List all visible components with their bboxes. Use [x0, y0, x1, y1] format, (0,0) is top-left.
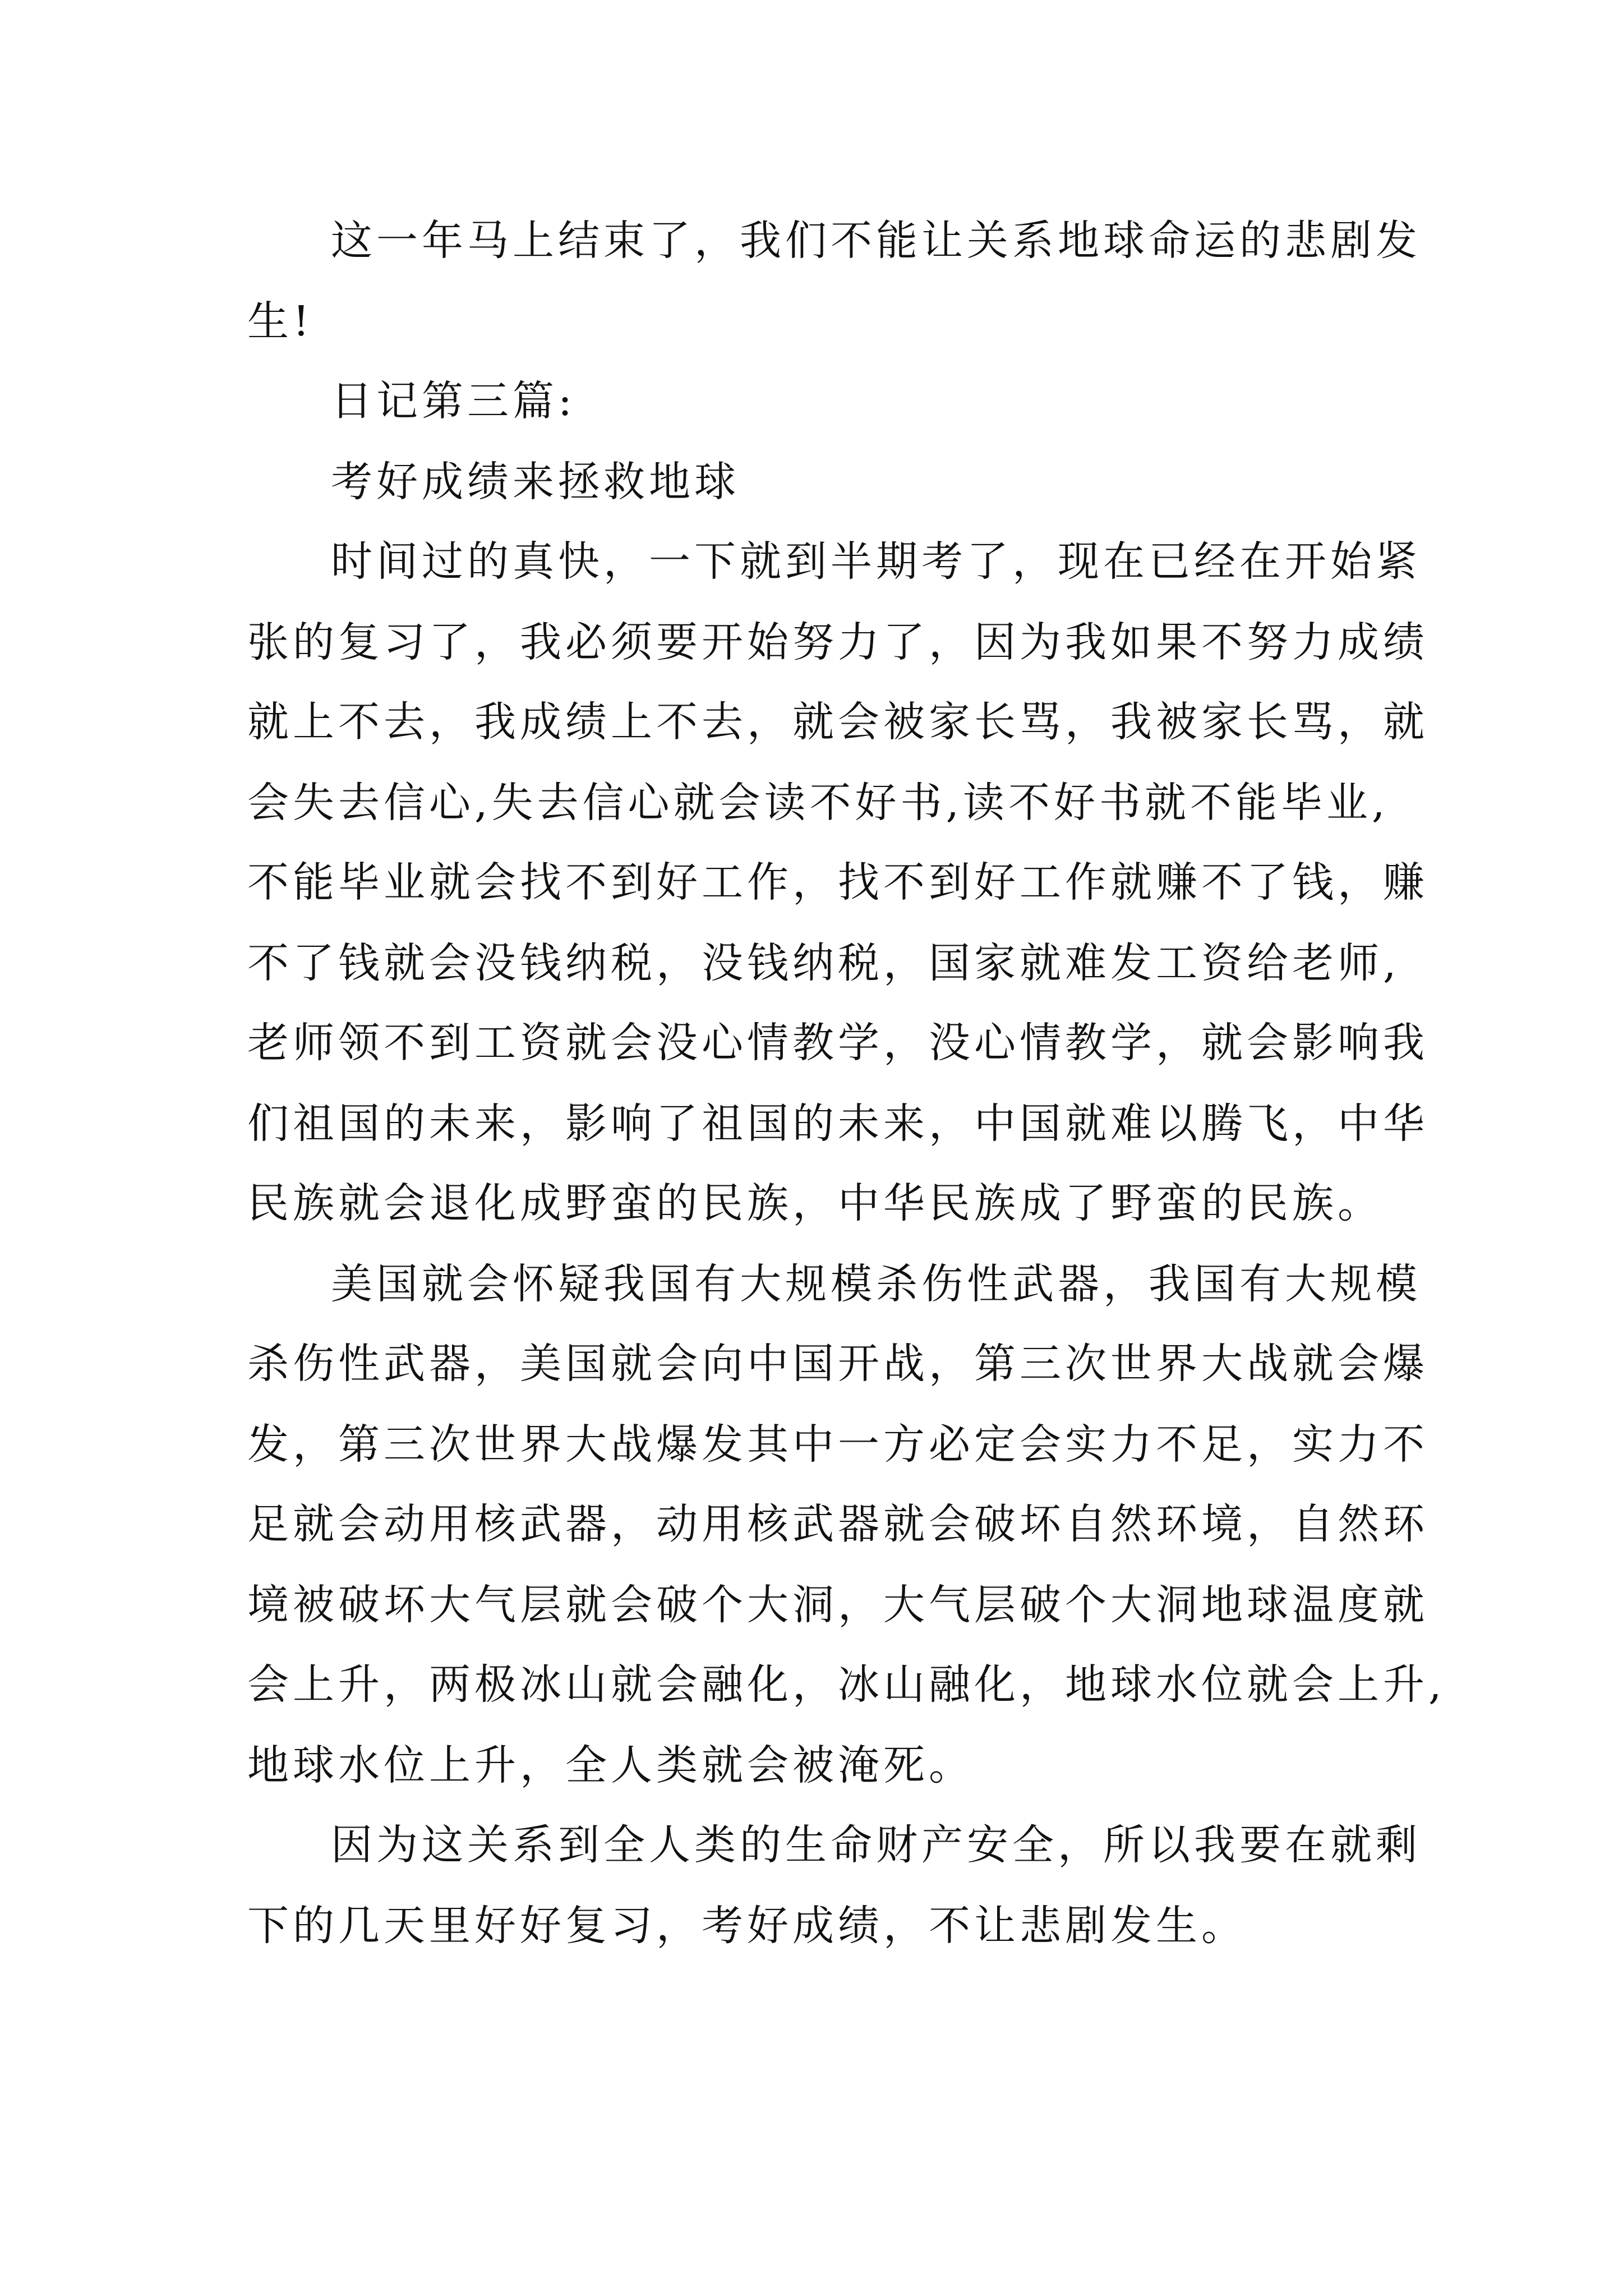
paragraph-0-line-1: 生! [247, 297, 313, 346]
paragraph-3-line-5: 不了钱就会没钱纳税，没钱纳税，国家就难发工资给老师, [247, 939, 1400, 987]
paragraph-3-line-3: 会失去信心,失去信心就会读不好书,读不好书就不能毕业, [247, 779, 1389, 827]
paragraph-4-line-3: 足就会动用核武器，动用核武器就会破坏自然环境，自然环 [247, 1500, 1428, 1548]
paragraph-5-line-0: 因为这关系到全人类的生命财产安全，所以我要在就剩 [331, 1821, 1421, 1869]
paragraph-4-line-0: 美国就会怀疑我国有大规模杀伤性武器，我国有大规模 [331, 1260, 1421, 1308]
paragraph-3-line-0: 时间过的真快，一下就到半期考了，现在已经在开始紧 [331, 537, 1421, 586]
paragraph-3-line-7: 们祖国的未来，影响了祖国的未来，中国就难以腾飞，中华 [247, 1099, 1428, 1148]
diary-section-heading: 日记第三篇: [331, 377, 576, 425]
paragraph-4-line-2: 发，第三次世界大战爆发其中一方必定会实力不足，实力不 [247, 1420, 1428, 1469]
paragraph-4-line-1: 杀伤性武器，美国就会向中国开战，第三次世界大战就会爆 [247, 1340, 1428, 1388]
paragraph-0-line-0: 这一年马上结束了，我们不能让关系地球命运的悲剧发 [331, 217, 1421, 265]
paragraph-3-line-6: 老师领不到工资就会没心情教学，没心情教学，就会影响我 [247, 1019, 1428, 1067]
paragraph-3-line-1: 张的复习了，我必须要开始努力了，因为我如果不努力成绩 [247, 618, 1428, 666]
paragraph-5-line-1: 下的几天里好好复习，考好成绩，不让悲剧发生。 [247, 1902, 1247, 1950]
paragraph-3-line-2: 就上不去，我成绩上不去，就会被家长骂，我被家长骂，就 [247, 698, 1428, 746]
paragraph-3-line-8: 民族就会退化成野蛮的民族，中华民族成了野蛮的民族。 [247, 1179, 1383, 1227]
diary-title: 考好成绩来拯救地球 [331, 458, 740, 506]
paragraph-3-line-4: 不能毕业就会找不到好工作，找不到好工作就赚不了钱，赚 [247, 858, 1428, 907]
paragraph-4-line-4: 境被破坏大气层就会破个大洞，大气层破个大洞地球温度就 [247, 1581, 1428, 1629]
paragraph-4-line-5: 会上升，两极冰山就会融化，冰山融化，地球水位就会上升, [247, 1660, 1446, 1709]
paragraph-4-line-6: 地球水位上升，全人类就会被淹死。 [247, 1741, 974, 1789]
